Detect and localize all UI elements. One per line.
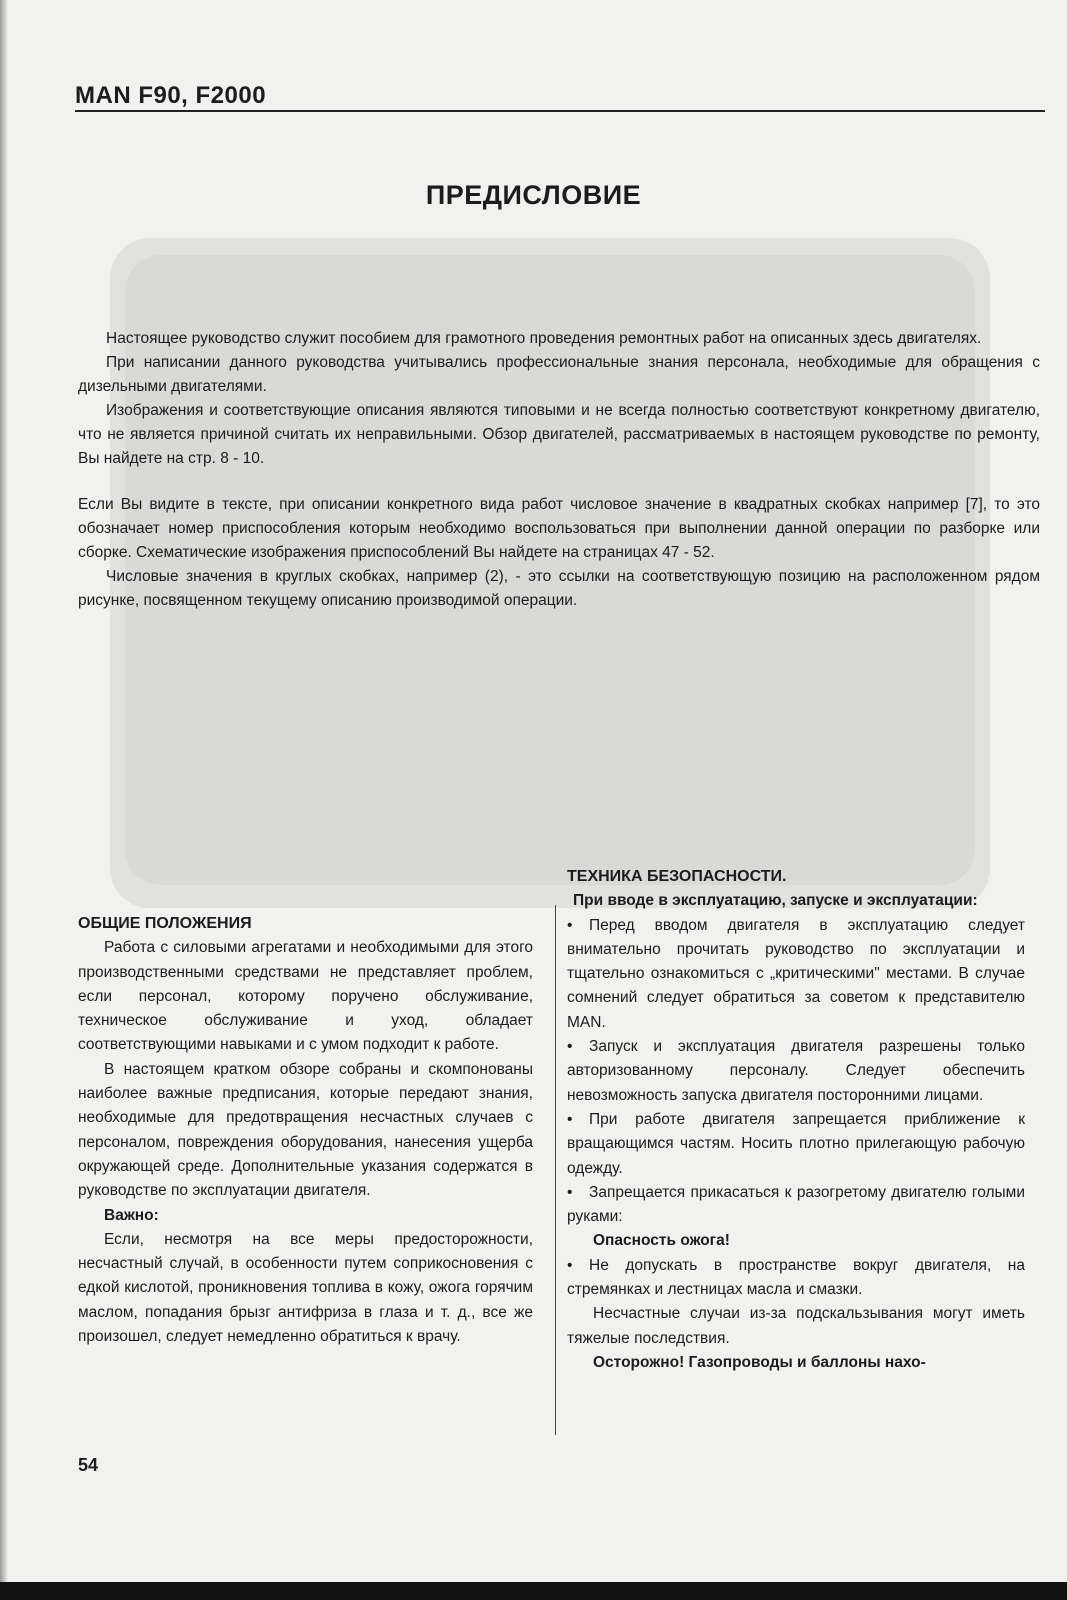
intro-paragraph: Числовые значения в круглых скобках, например (2), - это ссылки на соответствующую позицию на расположенном рядом рисунке, посвященном текущему описанию производимой операции. (78, 568, 1040, 609)
header-rule (75, 110, 1045, 112)
bullet-icon: • (567, 1183, 573, 1201)
safety-column (567, 865, 1025, 1375)
intro-paragraph: При написании данного руководства учитывались профессиональные знания персонала, необходимые для обращения с дизельными двигателями. (78, 354, 1040, 395)
slip-note: Несчастные случаи из-за подскальзывания могут иметь тяжелые последствия. (567, 1305, 1025, 1347)
safety-bullet (567, 1181, 1025, 1230)
general-paragraph: Если, несмотря на все меры предосторожности, несчастный случай, в особенности путем соприкосновения с едкой кислотой, проникновения топлива в кожу, ожога горячим маслом, попадания брызг антифриза в глаза и т. д., все же произошел, следует немедленно обратиться к врачу. (78, 1230, 533, 1346)
page-title: ПРЕДИСЛОВИЕ (425, 180, 642, 210)
general-provisions-column (78, 912, 533, 1349)
important-label: Важно: (104, 1206, 159, 1224)
intro-paragraph: Настоящее руководство служит пособием для грамотного проведения ремонтных работ на описанных здесь двигателях. (106, 330, 982, 347)
intro-paragraph: Изображения и соответствующие описания являются типовыми и не всегда полностью соответствуют конкретному двигателю, что не является причиной считать их неправильными. Обзор двигателей, рассматриваемых в настоящем руководстве по ремонту, Вы найдете на стр. 8 - 10. (78, 402, 1040, 467)
paragraph-gap (78, 471, 1040, 493)
bullet-text: Запуск и эксплуатация двигателя разрешены только авторизованному персоналу. Следует обеспечить невозможность запуска двигателя посторонними лицами. (567, 1038, 1025, 1104)
safety-bullet (567, 914, 1025, 1035)
bullet-icon: • (567, 916, 573, 934)
safety-bullet (567, 1035, 1025, 1108)
bullet-icon: • (567, 1110, 573, 1128)
safety-bullet (567, 1254, 1025, 1303)
bullet-text: Не допускать в пространстве вокруг двигателя, на стремянках и лестницах масла и смазки. (567, 1256, 1025, 1299)
general-paragraph: В настоящем кратком обзоре собраны и скомпонованы наиболее важные предписания, которые передают знания, необходимые для предотвращения несчастных случаев с персоналом, повреждения оборудования, нанесения ущерба окружающей среде. Дополнительные указания содержатся в руководстве по эксплуатации двигателя. (78, 1060, 533, 1200)
general-heading: ОБЩИЕ ПОЛОЖЕНИЯ (78, 915, 252, 932)
bullet-text: Запрещается прикасаться к разогретому двигателю голыми руками: (567, 1183, 1025, 1226)
burn-warning: Опасность ожога! (593, 1232, 730, 1250)
safety-heading: ТЕХНИКА БЕЗОПАСНОСТИ. (567, 868, 787, 885)
safety-bullet (567, 1108, 1025, 1181)
gas-warning: Осторожно! Газопроводы и баллоны нахо- (593, 1353, 926, 1371)
header-title: MAN F90, F2000 (75, 82, 267, 109)
bullet-icon: • (567, 1038, 573, 1056)
bullet-icon: • (567, 1256, 573, 1274)
scan-bottom-edge (0, 1582, 1067, 1600)
bullet-text: При работе двигателя запрещается приближение к вращающимся частям. Носить плотно прилегающую рабочую одежду. (567, 1110, 1025, 1177)
general-paragraph: Работа с силовыми агрегатами и необходимыми для этого производственными средствами не представляет проблем, если персонал, которому поручено обслуживание, техническое обслуживание и уход, обладает соответствующими навыками и с умом подходит к работе. (78, 939, 533, 1054)
scan-shadow (0, 0, 8, 1600)
bullet-text: Перед вводом двигателя в эксплуатацию следует внимательно прочитать руководство по эксплуатации и тщательно ознакомиться с „критическими" местами. В случае сомнений следует обратиться за советом к представителю MAN. (567, 916, 1025, 1031)
safety-subheading: При вводе в эксплуатацию, запуске и эксплуатации: (573, 892, 978, 910)
intro-paragraph: Если Вы видите в тексте, при описании конкретного вида работ числовое значение в квадратных скобках например [7], то это обозначает номер приспособления которым необходимо воспользоваться при выполнении данной операции по разборке или сборке. Схематические изображения приспособлений Вы найдете на страницах 47 - 52. (78, 496, 1040, 561)
column-divider (555, 905, 556, 1435)
intro-section (78, 327, 1040, 613)
page-number: 54 (78, 1455, 99, 1475)
